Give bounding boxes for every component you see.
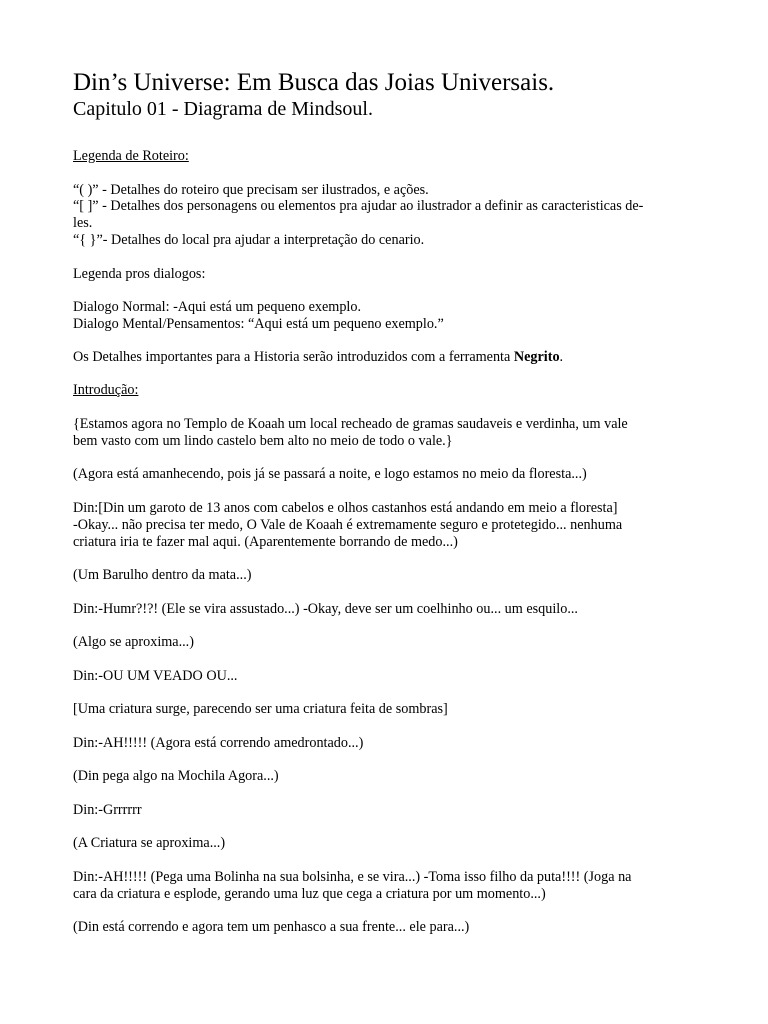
script-line: Din:-Grrrrrr xyxy=(73,802,142,818)
script-line: Din:-AH!!!!! (Pega uma Bolinha na sua bolsinha, e se vira...) -Toma isso filho da puta!!!! (Joga na xyxy=(73,869,632,885)
script-line: cara da criatura e esplode, gerando uma luz que cega a criatura por um momento...) xyxy=(73,886,546,902)
introducao-heading: Introdução: xyxy=(73,382,139,398)
script-line: Din:[Din um garoto de 13 anos com cabelos e olhos castanhos está andando em meio a floresta] xyxy=(73,500,618,516)
script-line: (A Criatura se aproxima...) xyxy=(73,835,226,851)
script-line: criatura iria te fazer mal aqui. (Aparentemente borrando de medo...) xyxy=(73,534,458,550)
detalhes-end: . xyxy=(559,349,564,365)
chapter-subtitle: Capitulo 01 - Diagrama de Mindsoul. xyxy=(73,98,373,120)
script-line: [Uma criatura surge, parecendo ser uma criatura feita de sombras] xyxy=(73,701,448,717)
detalhes-text: Os Detalhes importantes para a Historia serão introduzidos com a ferramenta xyxy=(73,349,514,365)
detalhes-note xyxy=(73,349,563,366)
legenda-dialogos-heading: Legenda pros dialogos: xyxy=(73,266,206,282)
script-line: (Algo se aproxima...) xyxy=(73,634,194,650)
script-line: bem vasto com um lindo castelo bem alto no meio de todo o vale.} xyxy=(73,433,453,449)
legenda-line: “{ }”- Detalhes do local pra ajudar a interpretação do cenario. xyxy=(73,232,425,248)
document-title: Din’s Universe: Em Busca das Joias Universais. xyxy=(73,69,555,96)
legenda-line: “( )” - Detalhes do roteiro que precisam ser ilustrados, e ações. xyxy=(73,182,429,198)
negrito-word: Negrito xyxy=(513,349,560,365)
script-line: (Din pega algo na Mochila Agora...) xyxy=(73,768,279,784)
legenda-line: “[ ]” - Detalhes dos personagens ou elementos pra ajudar ao ilustrador a definir as caracteristicas de- xyxy=(73,198,644,214)
script-line: {Estamos agora no Templo de Koaah um local recheado de gramas saudaveis e verdinha, um vale xyxy=(73,416,628,432)
script-line: Din:-OU UM VEADO OU... xyxy=(73,668,238,684)
script-line: (Um Barulho dentro da mata...) xyxy=(73,567,252,583)
script-line: Din:-Humr?!?! (Ele se vira assustado...) -Okay, deve ser um coelhinho ou... um esquilo... xyxy=(73,601,578,617)
legenda-line: les. xyxy=(73,215,93,231)
dialogo-mental-example: Dialogo Mental/Pensamentos: “Aqui está um pequeno exemplo.” xyxy=(73,316,444,332)
script-line: -Okay... não precisa ter medo, O Vale de Koaah é extremamente seguro e protetegido... nenhuma xyxy=(73,517,623,533)
dialogo-normal-example: Dialogo Normal: -Aqui está um pequeno exemplo. xyxy=(73,299,362,315)
script-line: Din:-AH!!!!! (Agora está correndo amedrontado...) xyxy=(73,735,364,751)
script-line: (Agora está amanhecendo, pois já se passará a noite, e logo estamos no meio da floresta...) xyxy=(73,466,587,482)
legenda-roteiro-heading: Legenda de Roteiro: xyxy=(73,148,189,164)
script-line: (Din está correndo e agora tem um penhasco a sua frente... ele para...) xyxy=(73,919,470,935)
